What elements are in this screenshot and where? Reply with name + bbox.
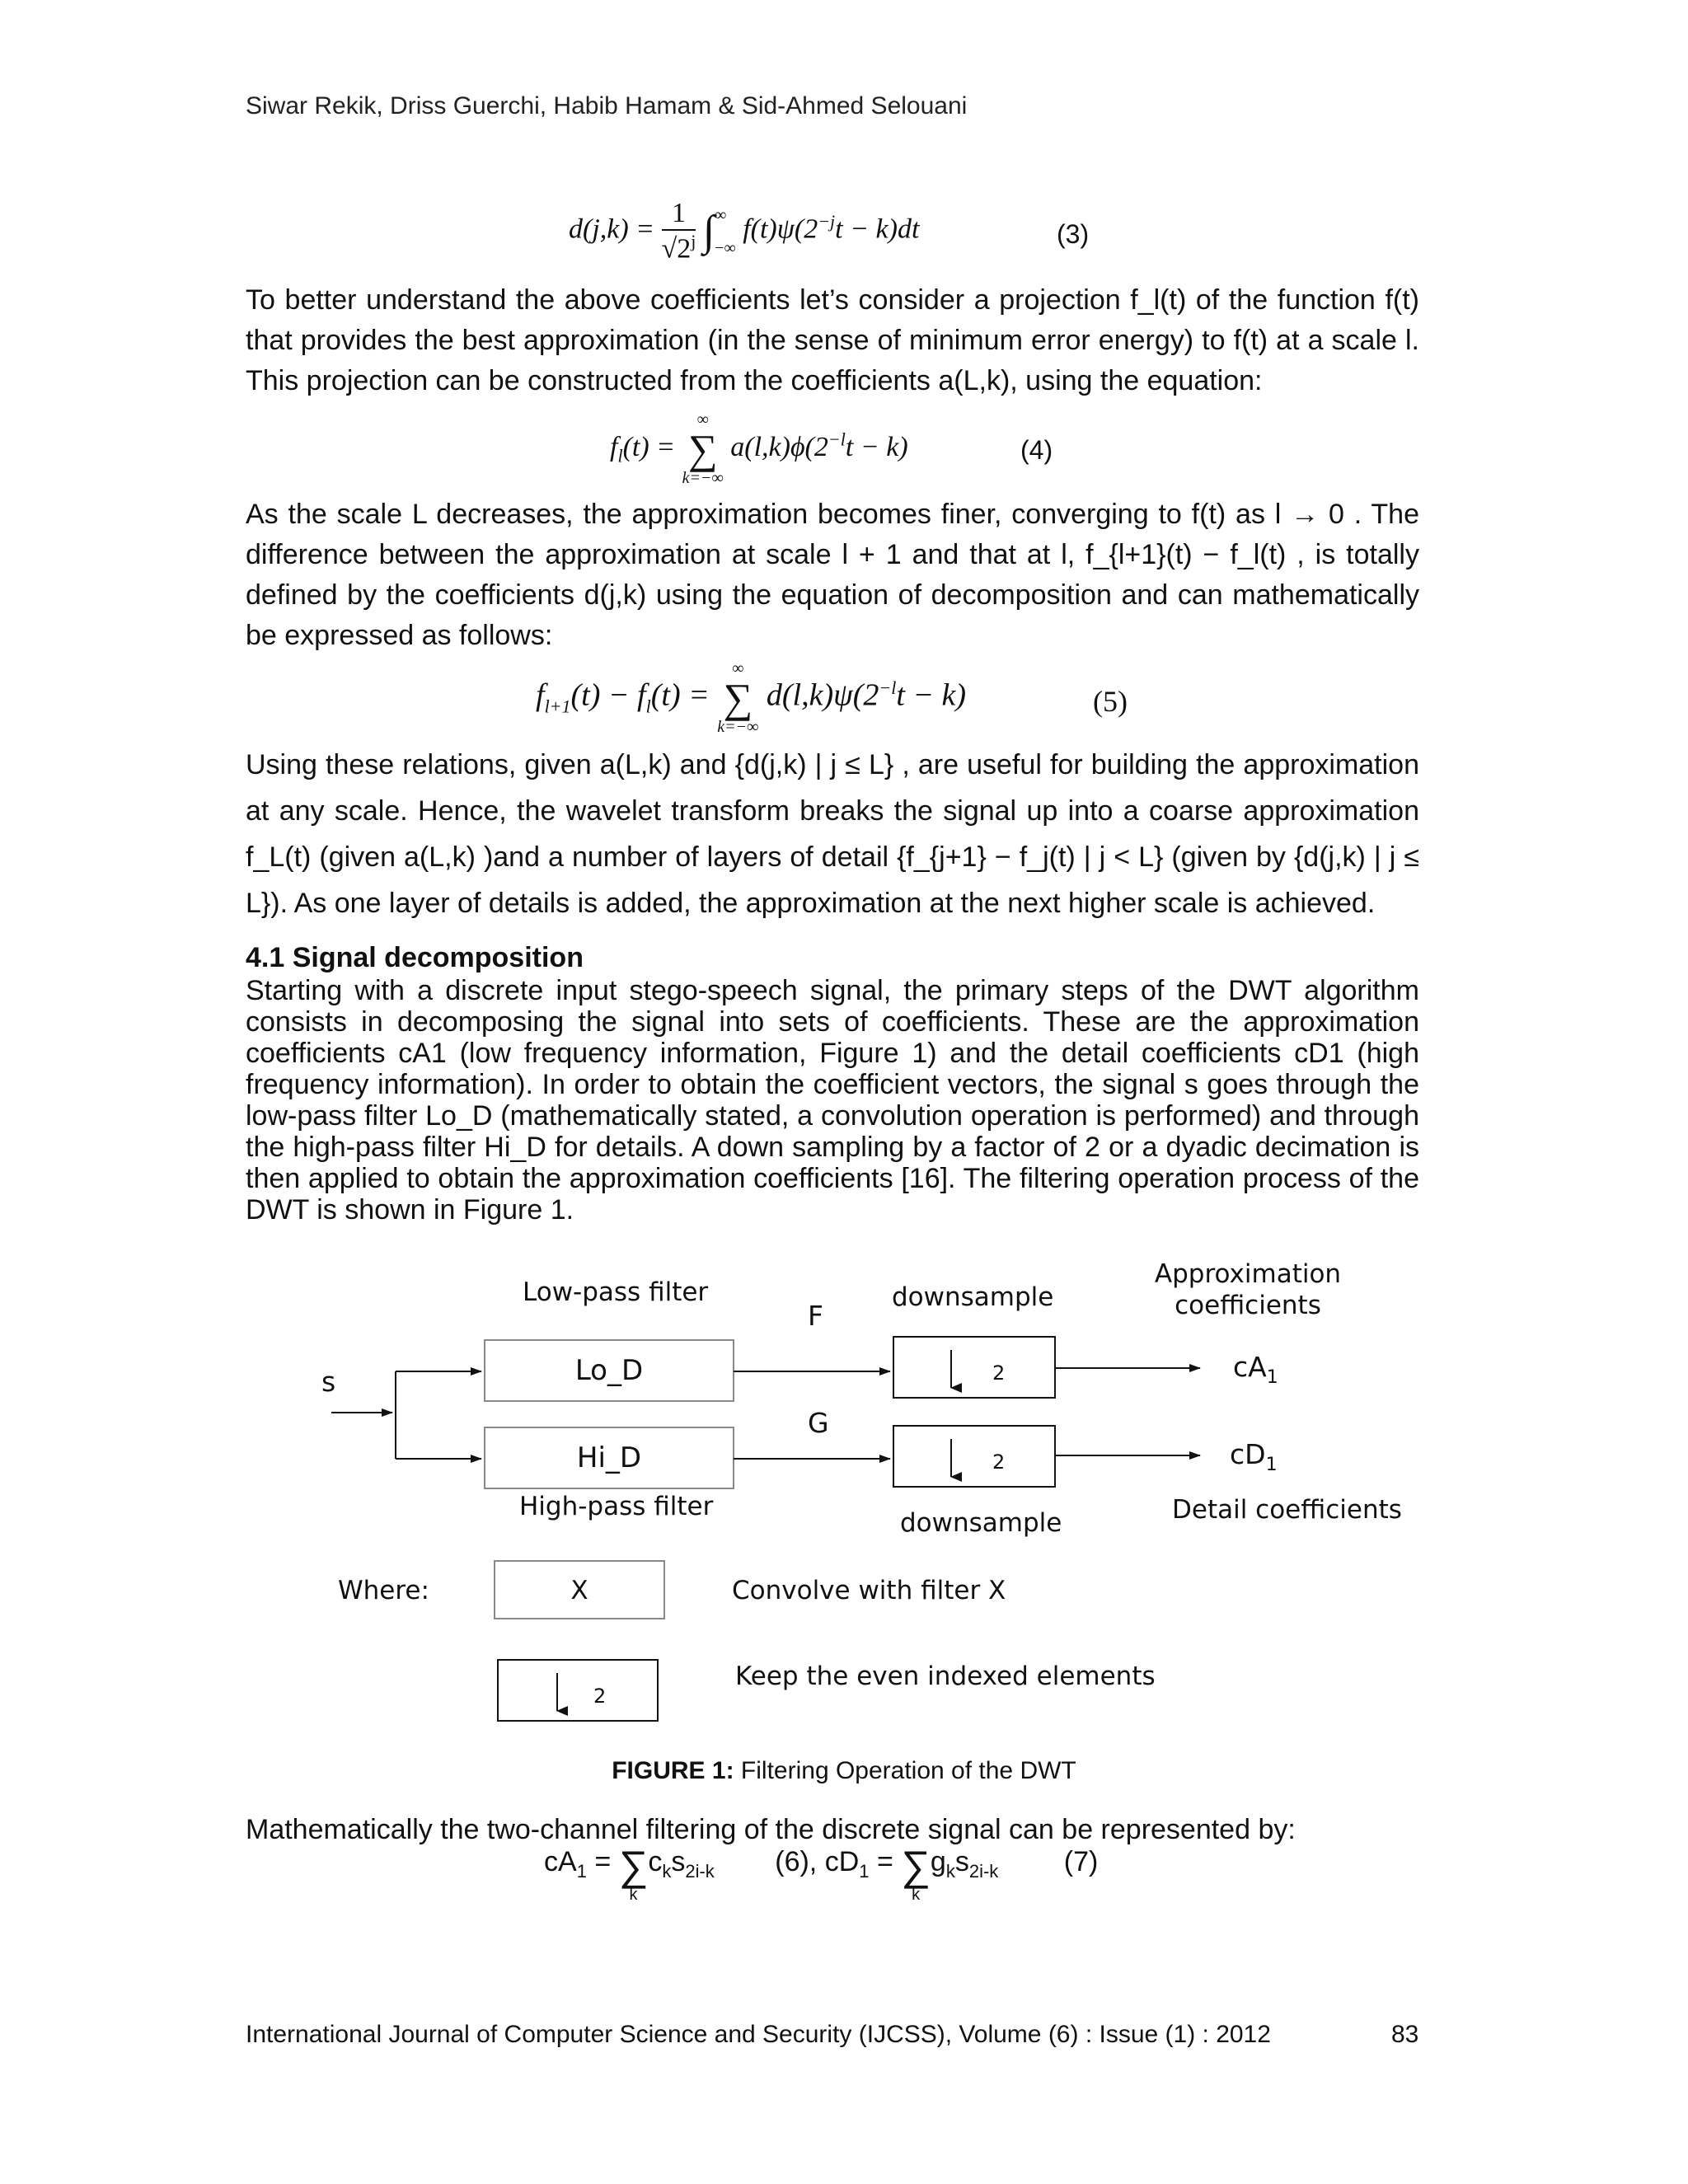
factor-bottom: 2 xyxy=(992,1451,1006,1474)
legend-x-text: Convolve with filter X xyxy=(732,1576,1006,1605)
equation-3: d(j,k) = $\frac{1}{√2^j}$ ∫ ∞ −∞ $f(t)\psi(2^{-j}t - k)dt$ xyxy=(569,198,920,265)
figure-caption: FIGURE 1: Filtering Operation of the DWT xyxy=(612,1757,1076,1784)
equation-6-7: $cA_1$ = ∑ k $c_ks_{2i-k}$ (6), $cD_1$ = ∑ k $g_ks_{2i-k}$ (7) xyxy=(544,1843,1099,1904)
section-heading: 4.1 Signal decomposition xyxy=(246,942,584,973)
page-number: 83 xyxy=(1391,2021,1419,2048)
running-header: Siwar Rekik, Driss Guerchi, Habib Hamam & Sid-Ahmed Selouani xyxy=(246,92,968,120)
equation-5: $f_{l+1}(t) - f_l(t)$ = ∞ ∑ k=−∞ $d(l,k)\psi(2^{-l}t - k)$ xyxy=(536,659,967,736)
legend-down-text: Keep the even indexed elements xyxy=(735,1661,1156,1691)
g-label: G xyxy=(808,1407,829,1439)
legend-factor: 2 xyxy=(593,1685,607,1708)
cd1-output: $cD_1$ xyxy=(1230,1438,1278,1475)
paragraph-projection: To better understand the above coefficients let’s consider a projection f_l(t) of the function f(t) that provides the best approximation (in the sense of minimum error energy) to f(t) at a scale l. This projection can be constructed from the coefficients a(L,k), using the equation: xyxy=(246,284,1419,396)
equation-4-number: (4) xyxy=(1020,435,1053,465)
approx-label-line2: coefficients xyxy=(1175,1291,1321,1320)
paragraph-two-channel: Mathematically the two-channel filtering of the discrete signal can be represented by: xyxy=(246,1814,1296,1845)
downsample-bottom-label: downsample xyxy=(900,1508,1062,1538)
paragraph-relations: Using these relations, given a(L,k) and {d(j,k) | j ≤ L} , are useful for building the approximation at any scale. Hence, the wavelet transform breaks the signal up into a coarse approximation f_L(t) (given a(L,k) )and a number of layers of detail {f_{j+1} − f_j(t) | j < L} (given by {d(j,k) | j ≤ L}). As one layer of details is added, the approximation at the next higher scale is achieved. xyxy=(246,749,1419,919)
low-pass-label: Low-pass filter xyxy=(523,1277,709,1307)
downsample-top-label: downsample xyxy=(892,1282,1054,1312)
equation-4: $f_l(t)$ = ∞ ∑ k=−∞ $a(l,k)\phi(2^{-l}t - k)$ xyxy=(610,410,908,487)
downsample-bottom-box xyxy=(893,1426,1055,1487)
high-pass-label: High-pass filter xyxy=(519,1492,714,1521)
equation-3-number: (3) xyxy=(1057,219,1090,249)
paragraph-decomposition: Starting with a discrete input stego-speech signal, the primary steps of the DWT algorithm consists in decomposing the signal into sets of coefficients. These are the approximation coefficients cA1 (low frequency information, Figure 1) and the detail coefficients cD1 (high frequency information). In order to obtain the coefficient vectors, the signal s goes through the low-pass filter Lo_D (mathematically stated, a convolution operation is performed) and through the high-pass filter Hi_D for details. A down sampling by a factor of 2 or a dyadic decimation is then applied to obtain the approximation coefficients [16]. The filtering operation process of the DWT is shown in Figure 1. xyxy=(246,975,1419,1226)
lo-d-label: Lo_D xyxy=(574,1354,644,1387)
where-label: Where: xyxy=(338,1576,429,1605)
legend-x-label: X xyxy=(570,1576,588,1605)
factor-top: 2 xyxy=(992,1361,1006,1385)
journal-footer: International Journal of Computer Science and Security (IJCSS), Volume (6) : Issue (1) : 2012 xyxy=(246,2021,1271,2048)
legend-down-box xyxy=(498,1660,658,1721)
detail-label: Detail coefficients xyxy=(1172,1495,1402,1525)
ca1-output: $cA_1$ xyxy=(1233,1351,1278,1388)
input-signal-label: s xyxy=(321,1366,336,1398)
approx-label-line1: Approximation xyxy=(1154,1259,1342,1289)
equation-5-number: (5) xyxy=(1093,685,1128,718)
downsample-top-box xyxy=(893,1337,1055,1398)
f-label: F xyxy=(808,1300,823,1332)
paragraph-scale: As the scale L decreases, the approximation becomes finer, converging to f(t) as l → 0 . The difference between the approximation at scale l + 1 and that at l, f_{l+1}(t) − f_l(t) , is totally defined by the coefficients d(j,k) using the equation of decomposition and can mathematically be expressed as follows: xyxy=(246,499,1419,651)
hi-d-label: Hi_D xyxy=(576,1441,642,1474)
